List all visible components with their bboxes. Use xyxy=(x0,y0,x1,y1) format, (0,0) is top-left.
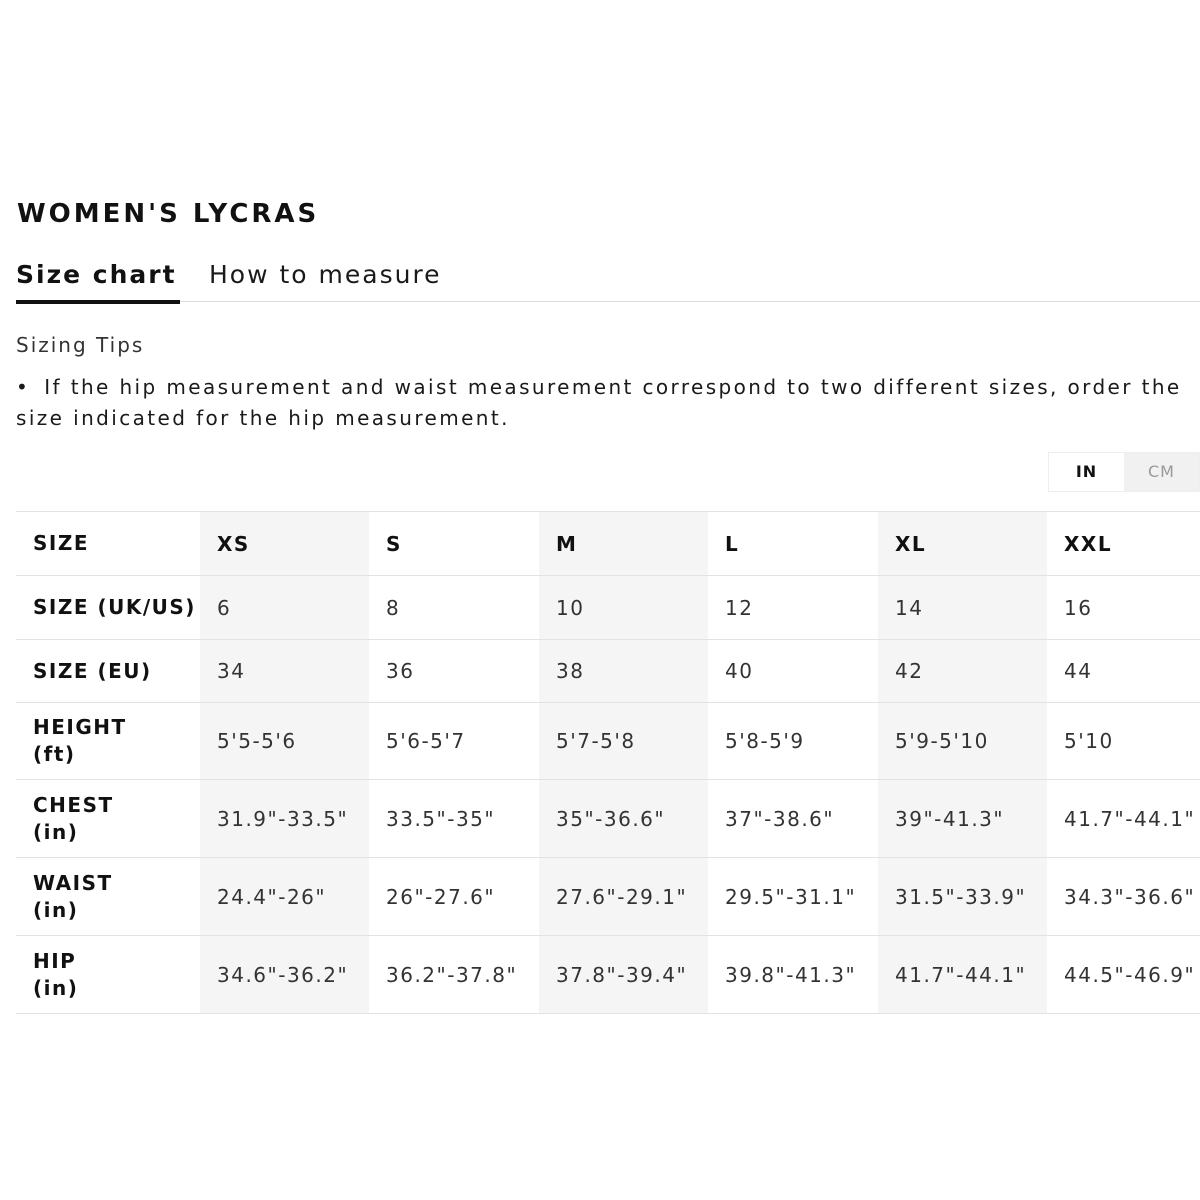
row-label xyxy=(16,936,200,1014)
table-cell: 6 xyxy=(200,576,369,640)
table-cell: 36.2"-37.8" xyxy=(369,936,539,1014)
table-row xyxy=(16,858,1200,936)
table-cell: 31.9"-33.5" xyxy=(200,780,369,858)
row-label-line: CHEST xyxy=(33,792,114,817)
sizing-tip-text: If the hip measurement and waist measurement correspond to two different sizes, order the size indicated for the hip measurement. xyxy=(16,375,1182,430)
header-label: SIZE xyxy=(16,512,200,576)
tab-how-to-measure[interactable]: How to measure xyxy=(209,260,442,289)
row-label-line: HEIGHT xyxy=(33,715,127,739)
table-cell: 35"-36.6" xyxy=(539,780,708,858)
table-cell: 34.3"-36.6" xyxy=(1047,858,1200,936)
table-row xyxy=(16,780,1200,858)
row-label-line: (in) xyxy=(33,819,79,844)
table-cell: 39"-41.3" xyxy=(878,780,1047,858)
row-label xyxy=(16,576,200,640)
unit-toggle xyxy=(1048,452,1200,492)
table-cell: 34 xyxy=(200,640,369,703)
table-cell: 37"-38.6" xyxy=(708,780,878,858)
table-cell: 5'10 xyxy=(1047,703,1200,780)
table-cell: 41.7"-44.1" xyxy=(878,936,1047,1014)
row-label xyxy=(16,703,200,780)
table-cell: 8 xyxy=(369,576,539,640)
table-cell: 29.5"-31.1" xyxy=(708,858,878,936)
sizing-tips-title: Sizing Tips xyxy=(16,333,145,357)
table-cell: 44.5"-46.9" xyxy=(1047,936,1200,1014)
table-row xyxy=(16,703,1200,780)
row-label-line: (in) xyxy=(33,975,79,1000)
table-row xyxy=(16,576,1200,640)
table-row xyxy=(16,936,1200,1014)
table-cell: 37.8"-39.4" xyxy=(539,936,708,1014)
row-label-line: SIZE (EU) xyxy=(33,658,152,683)
row-label xyxy=(16,780,200,858)
table-header-row xyxy=(16,512,1200,576)
page-title: WOMEN'S LYCRAS xyxy=(17,199,320,229)
table-cell: 38 xyxy=(539,640,708,703)
size-header-cell: XS xyxy=(200,512,369,576)
row-label-line: (in) xyxy=(33,897,79,922)
table-cell: 34.6"-36.2" xyxy=(200,936,369,1014)
table-cell: 31.5"-33.9" xyxy=(878,858,1047,936)
table-cell: 40 xyxy=(708,640,878,703)
table-cell: 16 xyxy=(1047,576,1200,640)
size-header-cell: S xyxy=(369,512,539,576)
size-header-cell: XXL xyxy=(1047,512,1200,576)
row-label-line: SIZE (UK/US) xyxy=(33,595,196,619)
table-cell: 12 xyxy=(708,576,878,640)
table-cell: 44 xyxy=(1047,640,1200,703)
table-cell: 36 xyxy=(369,640,539,703)
unit-cm-button[interactable]: CM xyxy=(1148,462,1175,481)
row-label-line: (ft) xyxy=(33,742,76,766)
table-cell: 39.8"-41.3" xyxy=(708,936,878,1014)
table-cell: 5'5-5'6 xyxy=(200,703,369,780)
sizing-tip-item xyxy=(16,372,1186,434)
table-cell: 27.6"-29.1" xyxy=(539,858,708,936)
table-cell: 26"-27.6" xyxy=(369,858,539,936)
size-header-cell: M xyxy=(539,512,708,576)
table-cell: 41.7"-44.1" xyxy=(1047,780,1200,858)
table-cell: 24.4"-26" xyxy=(200,858,369,936)
table-cell: 10 xyxy=(539,576,708,640)
row-label-line: HIP xyxy=(33,948,77,973)
table-row xyxy=(16,640,1200,703)
table-cell: 42 xyxy=(878,640,1047,703)
size-header-cell: XL xyxy=(878,512,1047,576)
table-cell: 5'8-5'9 xyxy=(708,703,878,780)
tab-bar xyxy=(16,256,1200,302)
size-chart-table xyxy=(16,511,1200,1014)
size-header-cell: L xyxy=(708,512,878,576)
table-cell: 14 xyxy=(878,576,1047,640)
bullet-icon: • xyxy=(16,375,31,399)
table-cell: 5'6-5'7 xyxy=(369,703,539,780)
table-cell: 5'7-5'8 xyxy=(539,703,708,780)
row-label xyxy=(16,858,200,936)
tab-size-chart[interactable]: Size chart xyxy=(16,256,177,302)
unit-in-button[interactable]: IN xyxy=(1049,453,1124,491)
row-label xyxy=(16,640,200,703)
table-cell: 33.5"-35" xyxy=(369,780,539,858)
table-cell: 5'9-5'10 xyxy=(878,703,1047,780)
row-label-line: WAIST xyxy=(33,870,113,895)
